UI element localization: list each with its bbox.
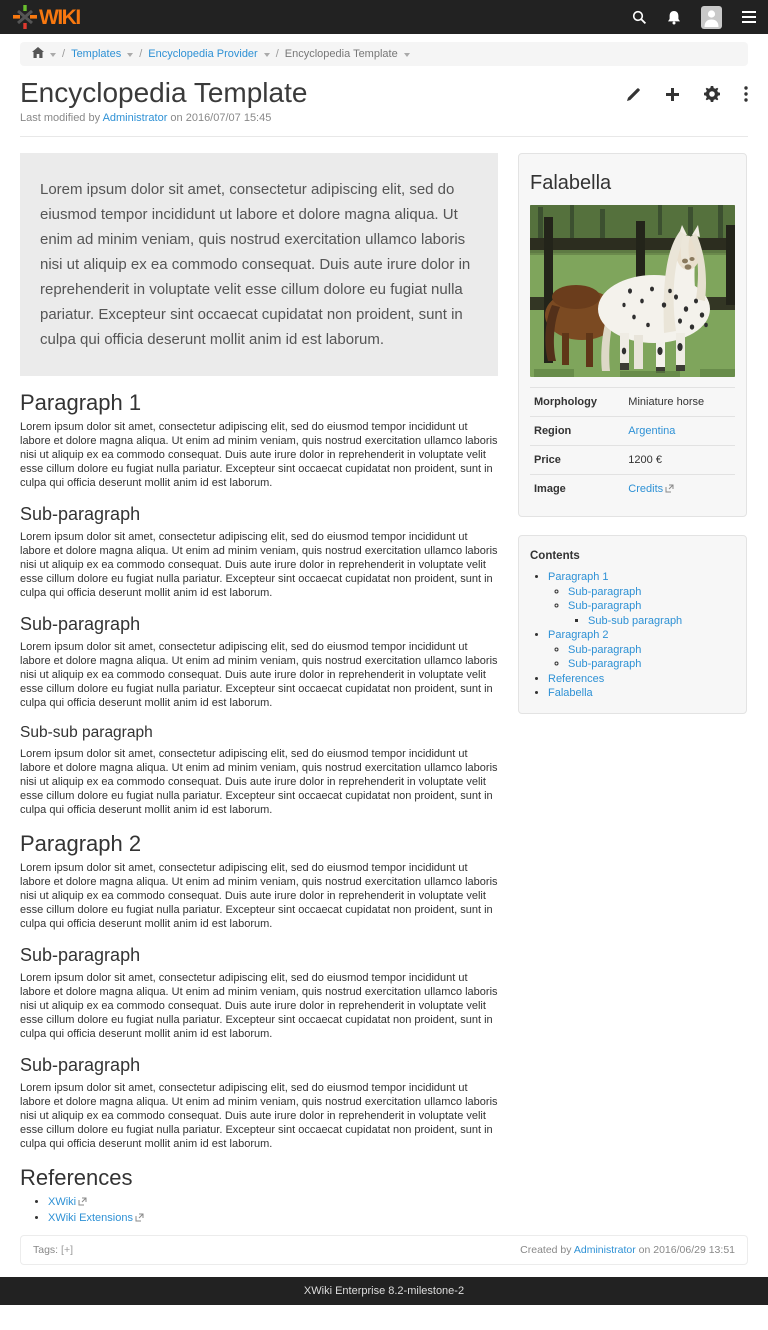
section-heading-sub-paragraph: Sub-paragraph [20,504,141,524]
section-heading-sub-sub-paragraph: Sub-sub paragraph [20,724,153,741]
page-title: Encyclopedia Template [20,77,308,108]
section-heading-sub-paragraph: Sub-paragraph [20,945,141,965]
section-heading-paragraph-2: Paragraph 2 [20,831,142,856]
home-icon[interactable] [32,47,44,61]
infobox-label: Region [534,425,572,437]
section-body: Lorem ipsum dolor sit amet, consectetur adipiscing elit, sed do eiusmod tempor incididunt ut labore et dolore magna aliqua. Ut enim ad minim veniam, quis nostrud exercitation ullamco laboris nisi ut aliquip ex ea commodo consequat. Duis aute irure dolor in reprehenderit in voluptate velit esse cillum dolore eu fugiat nulla pariatur. Excepteur sint occaecat cupidatat non proident, sunt in culpa qui officia deserunt mollit anim id est laborum. [20,972,498,1040]
breadcrumb-link-templates[interactable]: Templates [71,48,122,60]
page-action-toolbar [626,86,748,102]
toc-link-sub-paragraph[interactable]: Sub-paragraph [568,658,642,670]
toc-list [530,570,735,701]
modified-suffix: on 2016/07/07 15:45 [170,112,272,124]
intro-text: Lorem ipsum dolor sit amet, consectetur adipiscing elit, sed do eiusmod tempor incididunt ut labore et dolore magna aliqua. Ut enim ad minim veniam, quis nostrud exercitation ullamco laboris nisi ut aliquip ex ea commodo consequat. Duis aute irure dolor in reprehenderit in voluptate velit esse cillum dolore eu fugiat nulla pariatur. Excepteur sint occaecat cupidatat non proident, sunt in culpa qui officia deserunt mollit anim id est laborum. [40,181,471,348]
title-bar [20,78,748,108]
logo-wordmark: WIKI [39,5,80,29]
notifications-bell-icon[interactable] [667,10,681,25]
xwiki-logo[interactable] [12,4,80,30]
region-link[interactable]: Argentina [628,425,676,437]
toc-item [588,614,735,629]
chevron-down-icon[interactable] [404,53,410,57]
breadcrumb-link-encyclopedia-provider[interactable]: Encyclopedia Provider [148,48,258,60]
infobox-row-price [530,446,735,475]
chevron-down-icon[interactable] [50,53,56,57]
drawer-menu-icon[interactable] [742,11,756,23]
sidebar [518,153,747,732]
infobox-title: Falabella [530,172,612,194]
created-user-link[interactable]: Administrator [573,1244,636,1256]
breadcrumb-separator: / [275,48,279,60]
toc-item [548,570,735,628]
toc-link-falabella[interactable]: Falabella [548,687,593,699]
more-kebab-icon[interactable] [744,86,748,102]
references-list [20,1195,498,1227]
section-body: Lorem ipsum dolor sit amet, consectetur adipiscing elit, sed do eiusmod tempor incididunt ut labore et dolore magna aliqua. Ut enim ad minim veniam, quis nostrud exercitation ullamco laboris nisi ut aliquip ex ea commodo consequat. Duis aute irure dolor in reprehenderit in voluptate velit esse cillum dolore eu fugiat nulla pariatur. Excepteur sint occaecat cupidatat non proident, sunt in culpa qui officia deserunt mollit anim id est laborum. [20,862,498,930]
toc-item [568,643,735,658]
breadcrumb-current-page: Encyclopedia Template [284,48,398,60]
toc-link-sub-sub-paragraph[interactable]: Sub-sub paragraph [588,614,683,627]
top-navbar [0,0,768,34]
xwiki-x-mark-icon [12,4,38,30]
breadcrumb-separator: / [139,48,143,60]
created-suffix: on 2016/06/29 13:51 [638,1244,735,1256]
version-text: XWiki Enterprise 8.2-milestone-2 [303,1285,465,1297]
reference-item [48,1195,498,1211]
infobox-row-morphology [530,388,735,417]
modified-user-link[interactable]: Administrator [102,112,168,124]
section-heading-references: References [20,1165,133,1190]
infobox-value: Miniature horse [628,396,705,408]
credits-link[interactable]: Credits [628,483,664,495]
section-body: Lorem ipsum dolor sit amet, consectetur adipiscing elit, sed do eiusmod tempor incididunt ut labore et dolore magna aliqua. Ut enim ad minim veniam, quis nostrud exercitation ullamco laboris nisi ut aliquip ex ea commodo consequat. Duis aute irure dolor in reprehenderit in voluptate velit esse cillum dolore eu fugiat nulla pariatur. Excepteur sint occaecat cupidatat non proident, sunt in culpa qui officia deserunt mollit anim id est laborum. [20,1082,498,1150]
section-heading-paragraph-1: Paragraph 1 [20,390,142,415]
toc-link-paragraph-1[interactable]: Paragraph 1 [548,571,609,583]
section-body: Lorem ipsum dolor sit amet, consectetur adipiscing elit, sed do eiusmod tempor incididunt ut labore et dolore magna aliqua. Ut enim ad minim veniam, quis nostrud exercitation ullamco laboris nisi ut aliquip ex ea commodo consequat. Duis aute irure dolor in reprehenderit in voluptate velit esse cillum dolore eu fugiat nulla pariatur. Excepteur sint occaecat cupidatat non proident, sunt in culpa qui officia deserunt mollit anim id est laborum. [20,748,498,816]
add-tag-button[interactable]: [+] [61,1244,73,1256]
infobox-label: Price [534,454,561,466]
contents-panel [518,535,747,714]
toc-item [568,657,735,672]
chevron-down-icon[interactable] [264,53,270,57]
version-bar [0,1277,768,1305]
breadcrumb [20,42,748,66]
external-link-icon [135,1212,144,1227]
infobox-value: 1200 € [628,454,662,466]
toc-link-sub-paragraph[interactable]: Sub-paragraph [568,585,642,598]
toc-link-paragraph-2[interactable]: Paragraph 2 [548,629,609,641]
falabella-horse-image [530,205,735,377]
external-link-icon [665,484,674,496]
tags-area [33,1244,73,1256]
infobox-panel [518,153,747,517]
toc-item [548,672,735,687]
infobox-row-image [530,475,735,505]
external-link-icon [78,1196,87,1211]
tags-label: Tags: [33,1244,59,1256]
article-content [20,153,498,1227]
title-divider [20,136,748,137]
toc-link-references[interactable]: References [548,672,605,685]
last-modified-line [20,112,748,124]
toc-item [568,599,735,628]
section-heading-sub-paragraph: Sub-paragraph [20,614,141,634]
toc-item [548,628,735,672]
section-heading-sub-paragraph: Sub-paragraph [20,1055,141,1075]
section-body: Lorem ipsum dolor sit amet, consectetur adipiscing elit, sed do eiusmod tempor incididunt ut labore et dolore magna aliqua. Ut enim ad minim veniam, quis nostrud exercitation ullamco laboris nisi ut aliquip ex ea commodo consequat. Duis aute irure dolor in reprehenderit in voluptate velit esse cillum dolore eu fugiat nulla pariatur. Excepteur sint occaecat cupidatat non proident, sunt in culpa qui officia deserunt mollit anim id est laborum. [20,641,498,709]
toc-item [548,686,735,701]
chevron-down-icon[interactable] [127,53,133,57]
toc-link-sub-paragraph[interactable]: Sub-paragraph [568,600,642,612]
reference-link-xwiki[interactable]: XWiki [48,1196,77,1208]
search-icon[interactable] [632,10,647,25]
section-body: Lorem ipsum dolor sit amet, consectetur adipiscing elit, sed do eiusmod tempor incididunt ut labore et dolore magna aliqua. Ut enim ad minim veniam, quis nostrud exercitation ullamco laboris nisi ut aliquip ex ea commodo consequat. Duis aute irure dolor in reprehenderit in voluptate velit esse cillum dolore eu fugiat nulla pariatur. Excepteur sint occaecat cupidatat non proident, sunt in culpa qui officia deserunt mollit anim id est laborum. [20,531,498,599]
reference-link-xwiki-extensions[interactable]: XWiki Extensions [48,1212,133,1224]
edit-pencil-icon[interactable] [626,87,641,102]
toc-item [568,585,735,600]
document-footer [20,1235,748,1265]
toc-link-sub-paragraph[interactable]: Sub-paragraph [568,643,642,656]
infobox-table [530,387,735,504]
user-avatar[interactable] [701,6,722,29]
infobox-row-region [530,417,735,446]
modified-prefix: Last modified by [20,112,101,124]
breadcrumb-separator: / [62,48,66,60]
contents-title: Contents [530,550,580,562]
infobox-label: Morphology [534,396,597,408]
created-by-line [520,1244,735,1256]
intro-summary-box [20,153,498,376]
section-body: Lorem ipsum dolor sit amet, consectetur adipiscing elit, sed do eiusmod tempor incididunt ut labore et dolore magna aliqua. Ut enim ad minim veniam, quis nostrud exercitation ullamco laboris nisi ut aliquip ex ea commodo consequat. Duis aute irure dolor in reprehenderit in voluptate velit esse cillum dolore eu fugiat nulla pariatur. Excepteur sint occaecat cupidatat non proident, sunt in culpa qui officia deserunt mollit anim id est laborum. [20,421,498,489]
created-prefix: Created by [520,1244,572,1256]
infobox-label: Image [534,483,566,495]
add-plus-icon[interactable] [665,87,680,102]
reference-item [48,1211,498,1227]
settings-gear-icon[interactable] [704,86,720,102]
